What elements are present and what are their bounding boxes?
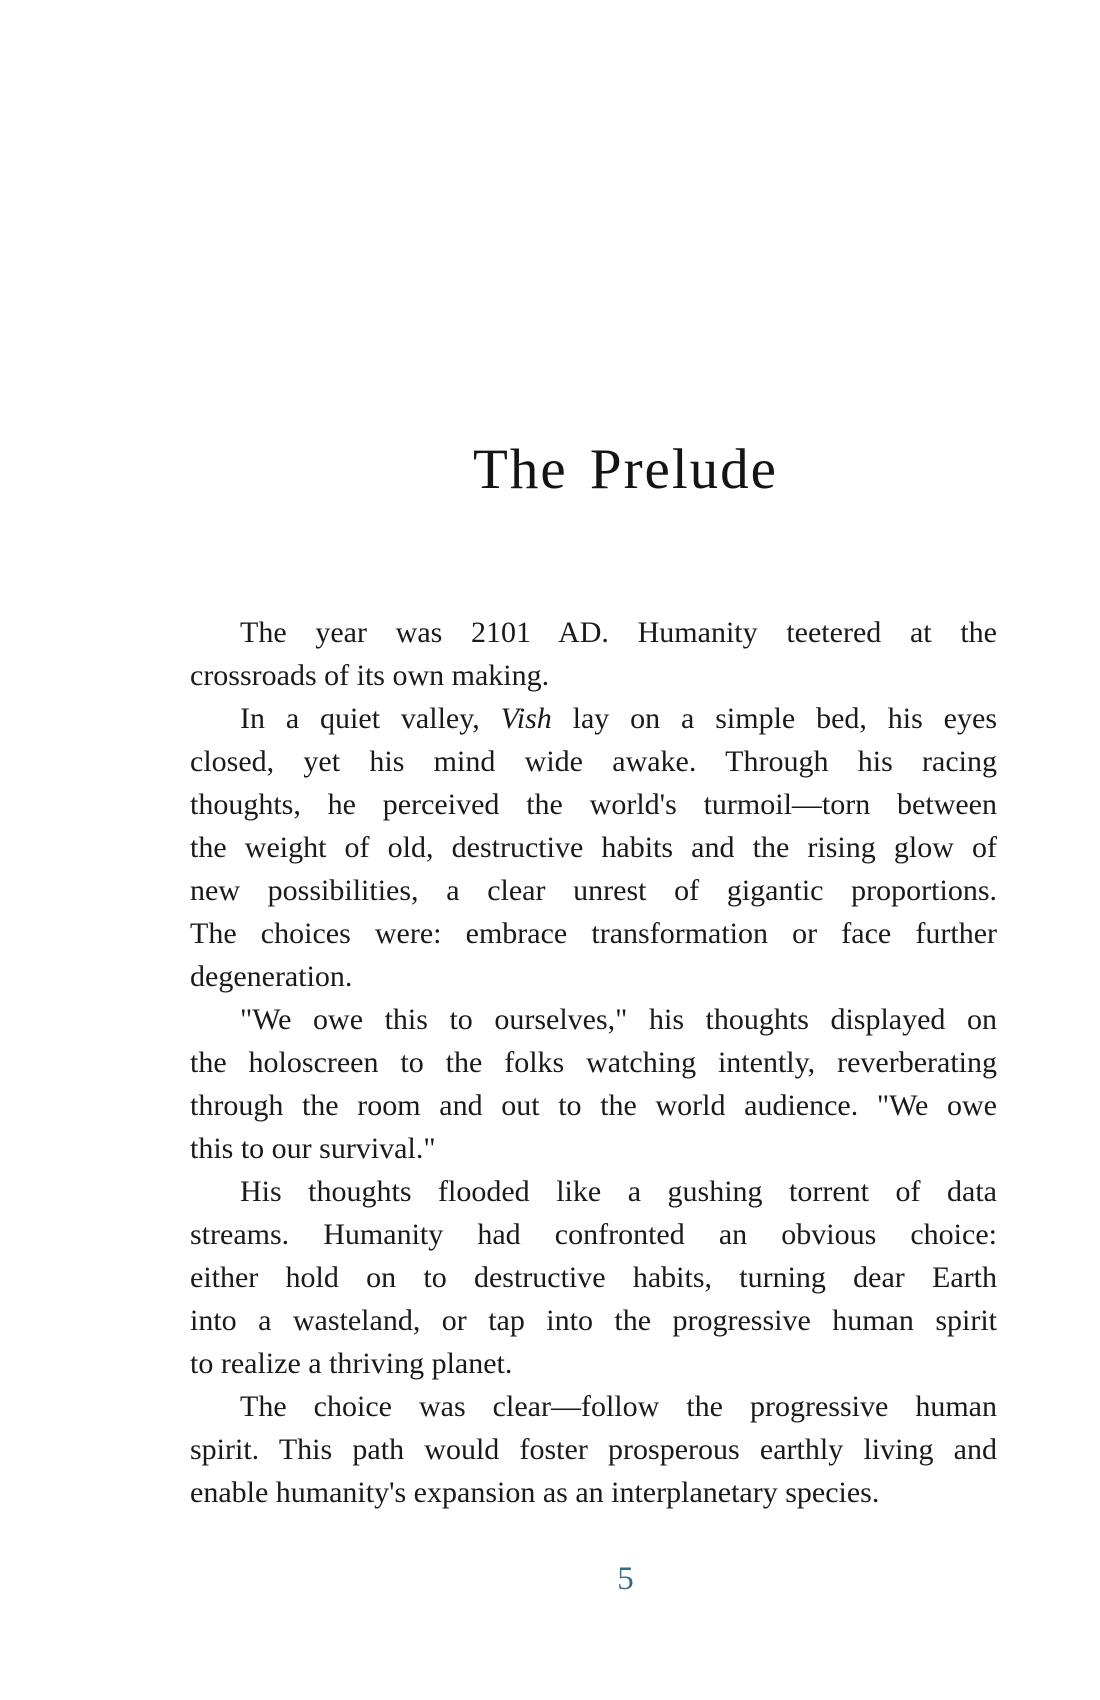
text-line <box>190 1428 997 1471</box>
text-segment: thoughts, he perceived the world's turmoil—torn between <box>190 788 997 821</box>
text-segment: this to our survival." <box>190 1132 436 1165</box>
text-segment: In a quiet valley, <box>240 702 501 735</box>
text-segment: into a wasteland, or tap into the progressive human spirit <box>190 1304 997 1337</box>
text-segment: new possibilities, a clear unrest of gigantic proportions. <box>190 874 997 907</box>
text-segment: spirit. This path would foster prosperous earthly living and <box>190 1433 997 1466</box>
text-line <box>190 1342 997 1385</box>
text-segment: closed, yet his mind wide awake. Through his racing <box>190 745 997 778</box>
text-segment: "We owe this to ourselves," his thoughts displayed on <box>240 1003 997 1036</box>
text-segment: either hold on to destructive habits, turning dear Earth <box>190 1261 997 1294</box>
text-line <box>190 912 997 955</box>
body-text <box>190 611 997 1514</box>
text-segment: the weight of old, destructive habits and the rising glow of <box>190 831 997 864</box>
page-number: 5 <box>617 1561 634 1597</box>
text-line <box>190 783 997 826</box>
text-line <box>190 1041 997 1084</box>
text-segment: enable humanity's expansion as an interplanetary species. <box>190 1476 880 1509</box>
text-line <box>190 1385 997 1428</box>
text-line <box>190 740 997 783</box>
text-line <box>190 654 997 697</box>
text-line <box>190 611 997 654</box>
text-segment: The year was 2101 AD. Humanity teetered at the <box>240 616 997 649</box>
text-line <box>190 1127 997 1170</box>
text-segment: to realize a thriving planet. <box>190 1347 513 1380</box>
text-segment: crossroads of its own making. <box>190 659 550 692</box>
text-segment: His thoughts flooded like a gushing torrent of data <box>240 1175 997 1208</box>
text-line <box>190 1256 997 1299</box>
text-segment: the holoscreen to the folks watching intently, reverberating <box>190 1046 997 1079</box>
text-line <box>190 1084 997 1127</box>
text-segment: The choices were: embrace transformation or face further <box>190 917 997 950</box>
text-line <box>190 1213 997 1256</box>
chapter-title: The Prelude <box>473 438 778 501</box>
character-name-italic: Vish <box>500 702 552 735</box>
text-line <box>190 1299 997 1342</box>
text-line <box>190 869 997 912</box>
text-line <box>190 826 997 869</box>
text-line <box>190 697 997 740</box>
text-line <box>190 1170 997 1213</box>
text-line <box>190 955 997 998</box>
text-segment: lay on a simple bed, his eyes <box>551 702 997 735</box>
text-line <box>190 998 997 1041</box>
text-segment: through the room and out to the world audience. "We owe <box>190 1089 997 1122</box>
text-segment: streams. Humanity had confronted an obvious choice: <box>190 1218 997 1251</box>
text-line <box>190 1471 997 1514</box>
text-segment: The choice was clear—follow the progressive human <box>240 1390 997 1423</box>
text-segment: degeneration. <box>190 960 353 993</box>
